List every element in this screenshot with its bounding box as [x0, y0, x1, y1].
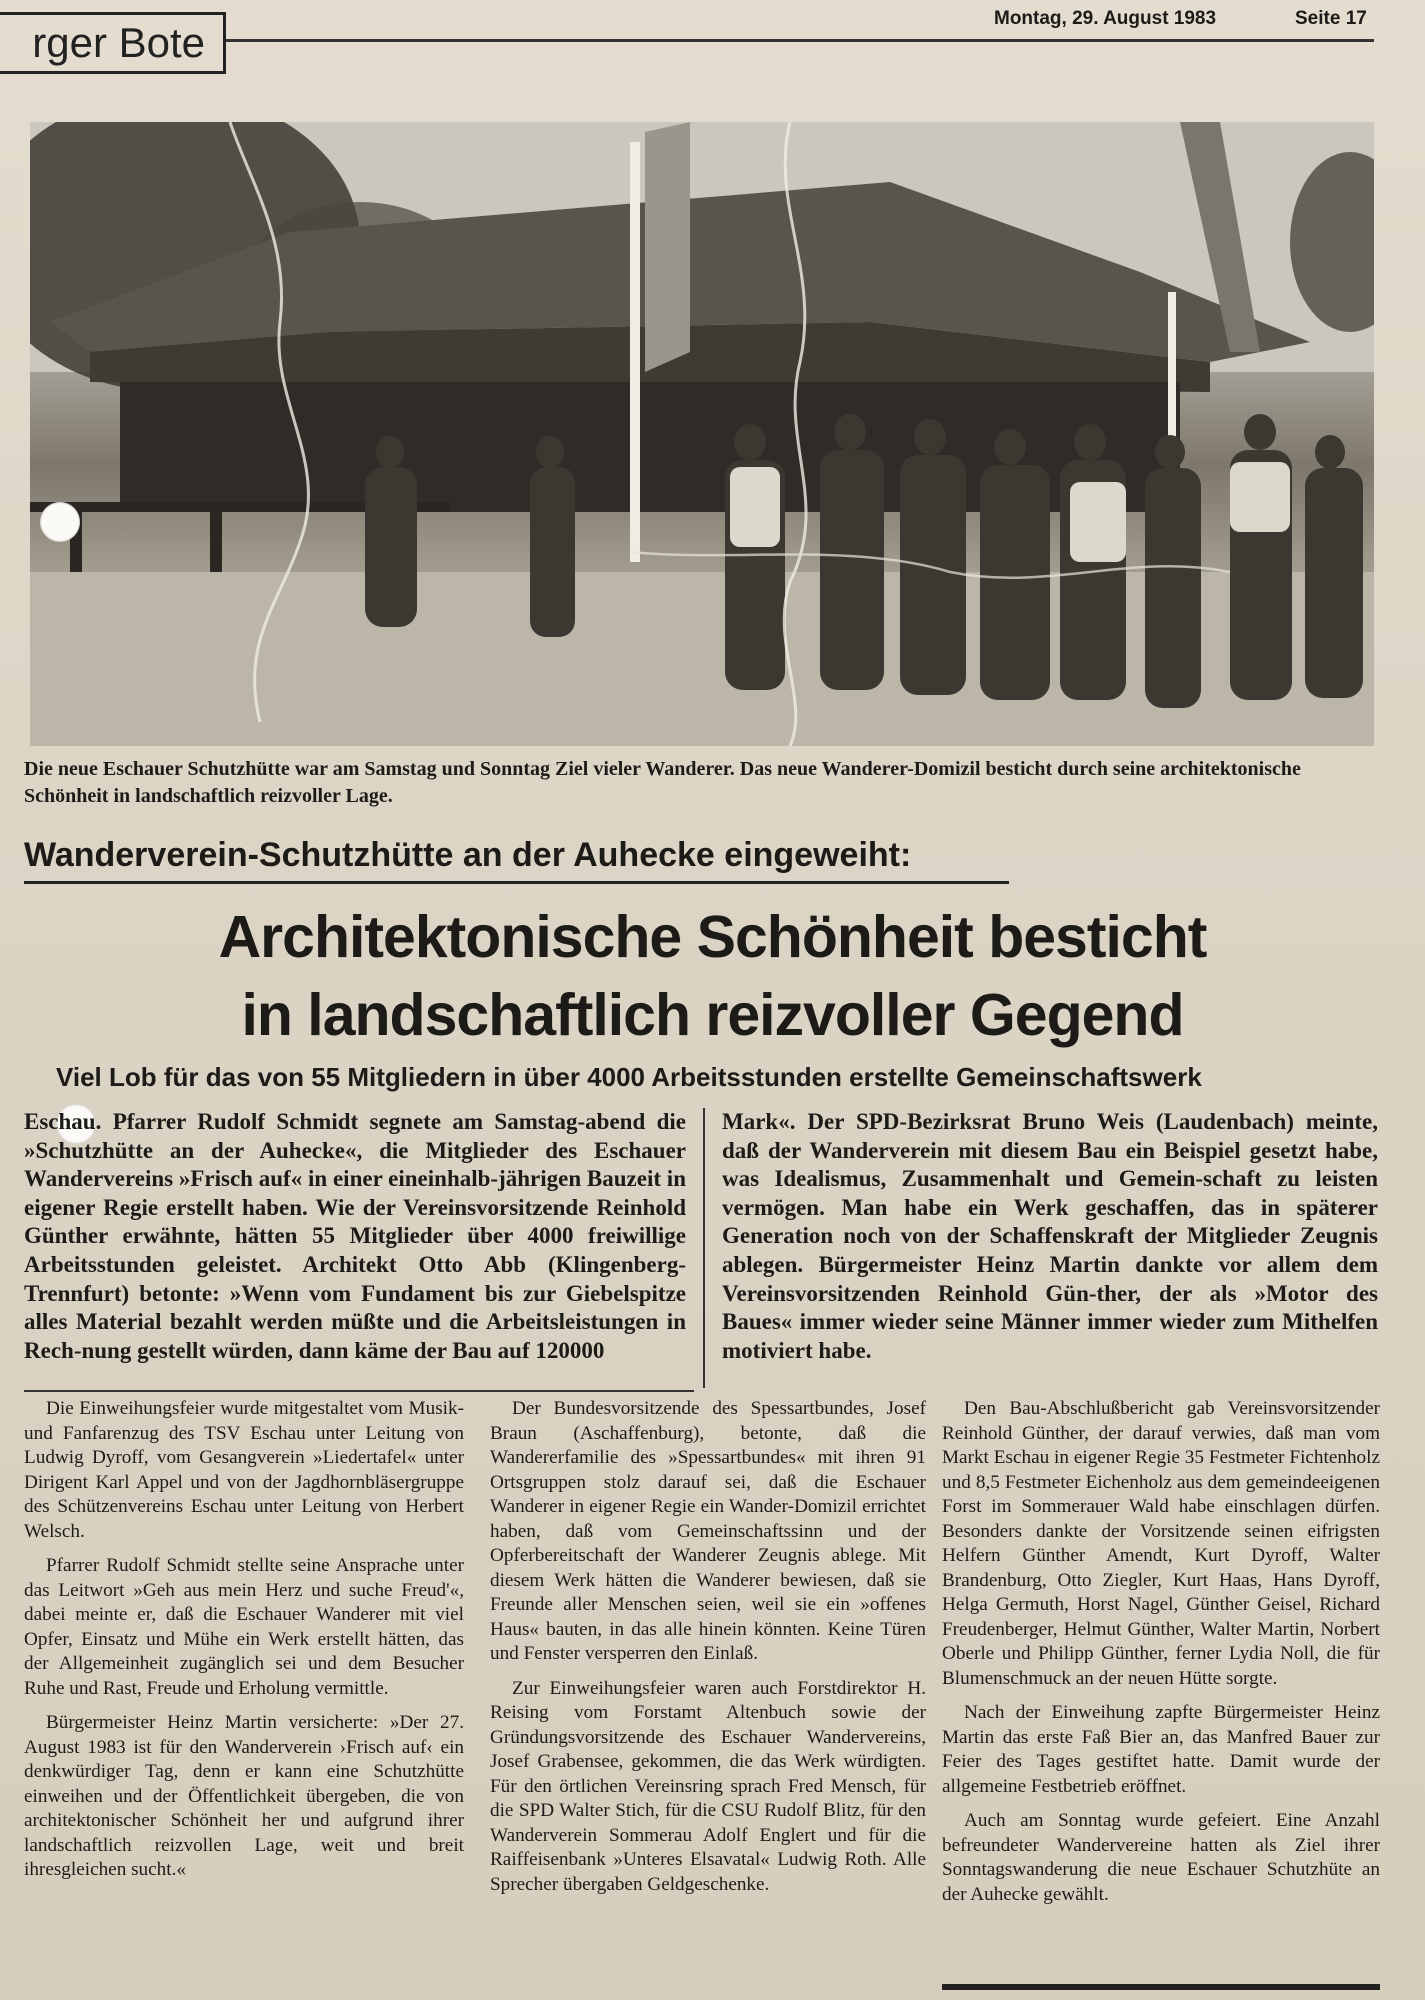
body-paragraph: Nach der Einweihung zapfte Bürgermeister Heinz Martin das erste Faß Bier an, das Manfred Bauer zur Feier des Tages gestiftet hatte. Damit wurde der allgemeine Festbetrieb eröffnet.: [942, 1702, 1380, 1797]
body-column-1: [24, 1397, 464, 1883]
body-column-3: [942, 1397, 1380, 1907]
headline-line-2: in landschaftlich reizvoller Gegend: [241, 982, 1184, 1048]
body-paragraph: Die Einweihungsfeier wurde mitgestaltet vom Musik- und Fanfarenzug des TSV Eschau unter Leitung von Ludwig Dyroff, vom Gesangverein »Liedertafel« unter Dirigent Karl Appel und von der Jagdhornbläsergruppe des Schützenvereins Eschau unter Leitung von Herbert Welsch.: [24, 1398, 464, 1542]
masthead: rger Bote: [0, 12, 226, 74]
body-column-2: [490, 1397, 926, 1897]
subheadline: Viel Lob für das von 55 Mitgliedern in über 4000 Arbeitsstunden erstellte Gemeinschaftswerk: [56, 1062, 1202, 1092]
article-photo: [30, 122, 1374, 746]
headline: [0, 898, 1425, 1054]
lead-bottom-rule: [24, 1390, 694, 1392]
body-paragraph: Zur Einweihungsfeier waren auch Forstdirektor H. Reising vom Forstamt Altenbuch sowie der Gründungsvorsitzende des Eschauer Wandervereins, Josef Grabensee, gekommen, die das Werk würdigten. Für den örtlichen Vereinsring sprach Fred Mensch, für die SPD Walter Stich, für die CSU Rudolf Blitz, für den Wanderverein Sommerau Adolf Englert und für die Raiffeisenbank »Unteres Elsavatal« Ludwig Roth. Alle Sprecher übergaben Geldgeschenke.: [490, 1677, 926, 1895]
body-paragraph: Pfarrer Rudolf Schmidt stellte seine Ansprache unter das Leitwort »Geh aus mein Herz und suche Freud'«, dabei meinte er, daß die Eschauer Wanderer mit viel Opfer, Einsatz und Mühe ein Werk erstellt hätten, das der Allgemeinheit zugänglich sei und dem Besucher Ruhe und Rast, Freude und Erholung vermittle.: [24, 1555, 464, 1699]
lead-divider: [703, 1108, 705, 1388]
body-paragraph: Auch am Sonntag wurde gefeiert. Eine Anzahl befreundeter Wandervereine hatten als Ziel ihrer Sonntagswanderung die neue Eschauer Schutzhüte an der Auhecke gewählt.: [942, 1810, 1380, 1905]
photo-caption: Die neue Eschauer Schutzhütte war am Samstag und Sonntag Ziel vieler Wanderer. Das neue Wanderer-Domizil besticht durch seine architektonische Schönheit in landschaftlich reizvoller Lage.: [24, 758, 1301, 807]
body-paragraph: Der Bundesvorsitzende des Spessartbundes, Josef Braun (Aschaffenburg), betonte, daß die Wandererfamilie des »Spessartbundes« mit ihren 91 Ortsgruppen stolz darauf sei, daß die Eschauer Wanderer in eigener Regie ein Wander-Domizil errichtet haben, daß vom Gemeinschaftssinn und der Opferbereitschaft der Wanderer Zeugnis ablege. Mit diesem Werk hätten die Wanderer bewiesen, daß sie Freunde aller Menschen seien, weil sie ein »offenes Haus« bauten, in das alle hinein könnten. Keine Türen und Fenster versperren den Einlaß.: [490, 1398, 926, 1664]
photo-illustration: [30, 122, 1374, 746]
headline-line-1: Architektonische Schönheit besticht: [218, 904, 1207, 970]
lead-paragraph-left: Eschau. Pfarrer Rudolf Schmidt segnete am Samstag-abend die »Schutzhütte an der Auhecke«, die Mitglieder des Eschauer Wandervereins »Frisch auf« in einer eineinhalb-jährigen Bauzeit in eigener Regie erstellt haben. Wie der Vereinsvorsitzende Reinhold Günther erwähnte, hätten 55 Mitglieder über 4000 freiwillige Arbeitsstunden geleistet. Architekt Otto Abb (Klingenberg-Trennfurt) betonte: »Wenn vom Fundament bis zur Giebelspitze alles Material bezahlt werden müßte und die Arbeitsleistungen in Rech-nung gestellt würden, dann käme der Bau auf 120000: [24, 1109, 686, 1363]
page-number: Seite 17: [1295, 8, 1367, 29]
header-rule: [226, 39, 1374, 42]
bottom-rule: [942, 1984, 1380, 1990]
issue-date: Montag, 29. August 1983: [994, 8, 1217, 29]
lead-paragraph-right: Mark«. Der SPD-Bezirksrat Bruno Weis (Laudenbach) meinte, daß der Wanderverein mit diesem Bau ein Beispiel gesetzt habe, was Idealismus, Zusammenhalt und Gemein-schaft zu leisten vermögen. Man habe ein Werk geschaffen, das in späterer Generation noch von der Schaffenskraft der Mitglieder Zeugnis ablegen. Bürgermeister Heinz Martin dankte vor allem dem Vereinsvorsitzenden Reinhold Gün-ther, der als »Motor des Baues« immer wieder seine Männer immer wieder zum Mithelfen motiviert habe.: [722, 1109, 1378, 1363]
kicker-line: Wanderverein-Schutzhütte an der Auhecke eingeweiht:: [24, 836, 1009, 884]
punch-hole-top: [40, 502, 80, 542]
body-paragraph: Bürgermeister Heinz Martin versicherte: »Der 27. August 1983 ist für den Wanderverein ›Frisch auf‹ ein denkwürdiger Tag, denn er kann eine Schutzhütte einweihen und der Öffentlichkeit übergeben, die von architektonischer Schönheit her und aufgrund ihrer landschaftlich reizvollen Lage, weit und breit ihresgleichen sucht.«: [24, 1712, 464, 1880]
body-paragraph: Den Bau-Abschlußbericht gab Vereinsvorsitzender Reinhold Günther, der darauf verwies, daß man vom Markt Eschau in eigener Regie 35 Festmeter Fichtenholz und 8,5 Festmeter Eichenholz aus dem gemeindeeigenen Forst im Sommerauer Wald habe einschlagen dürfen. Besonders dankte der Vorsitzende seinen eifrigsten Helfern Günther Amendt, Kurt Dyroff, Walter Brandenburg, Otto Ziegler, Kurt Haas, Hans Dyroff, Helga Germuth, Horst Nagel, Günther Geisel, Richard Freudenberger, Helmut Günther, Walter Martin, Norbert Oberle und Philipp Günther, ferner Lydia Noll, die für Blumenschmuck an der neuen Hütte sorgte.: [942, 1398, 1380, 1689]
